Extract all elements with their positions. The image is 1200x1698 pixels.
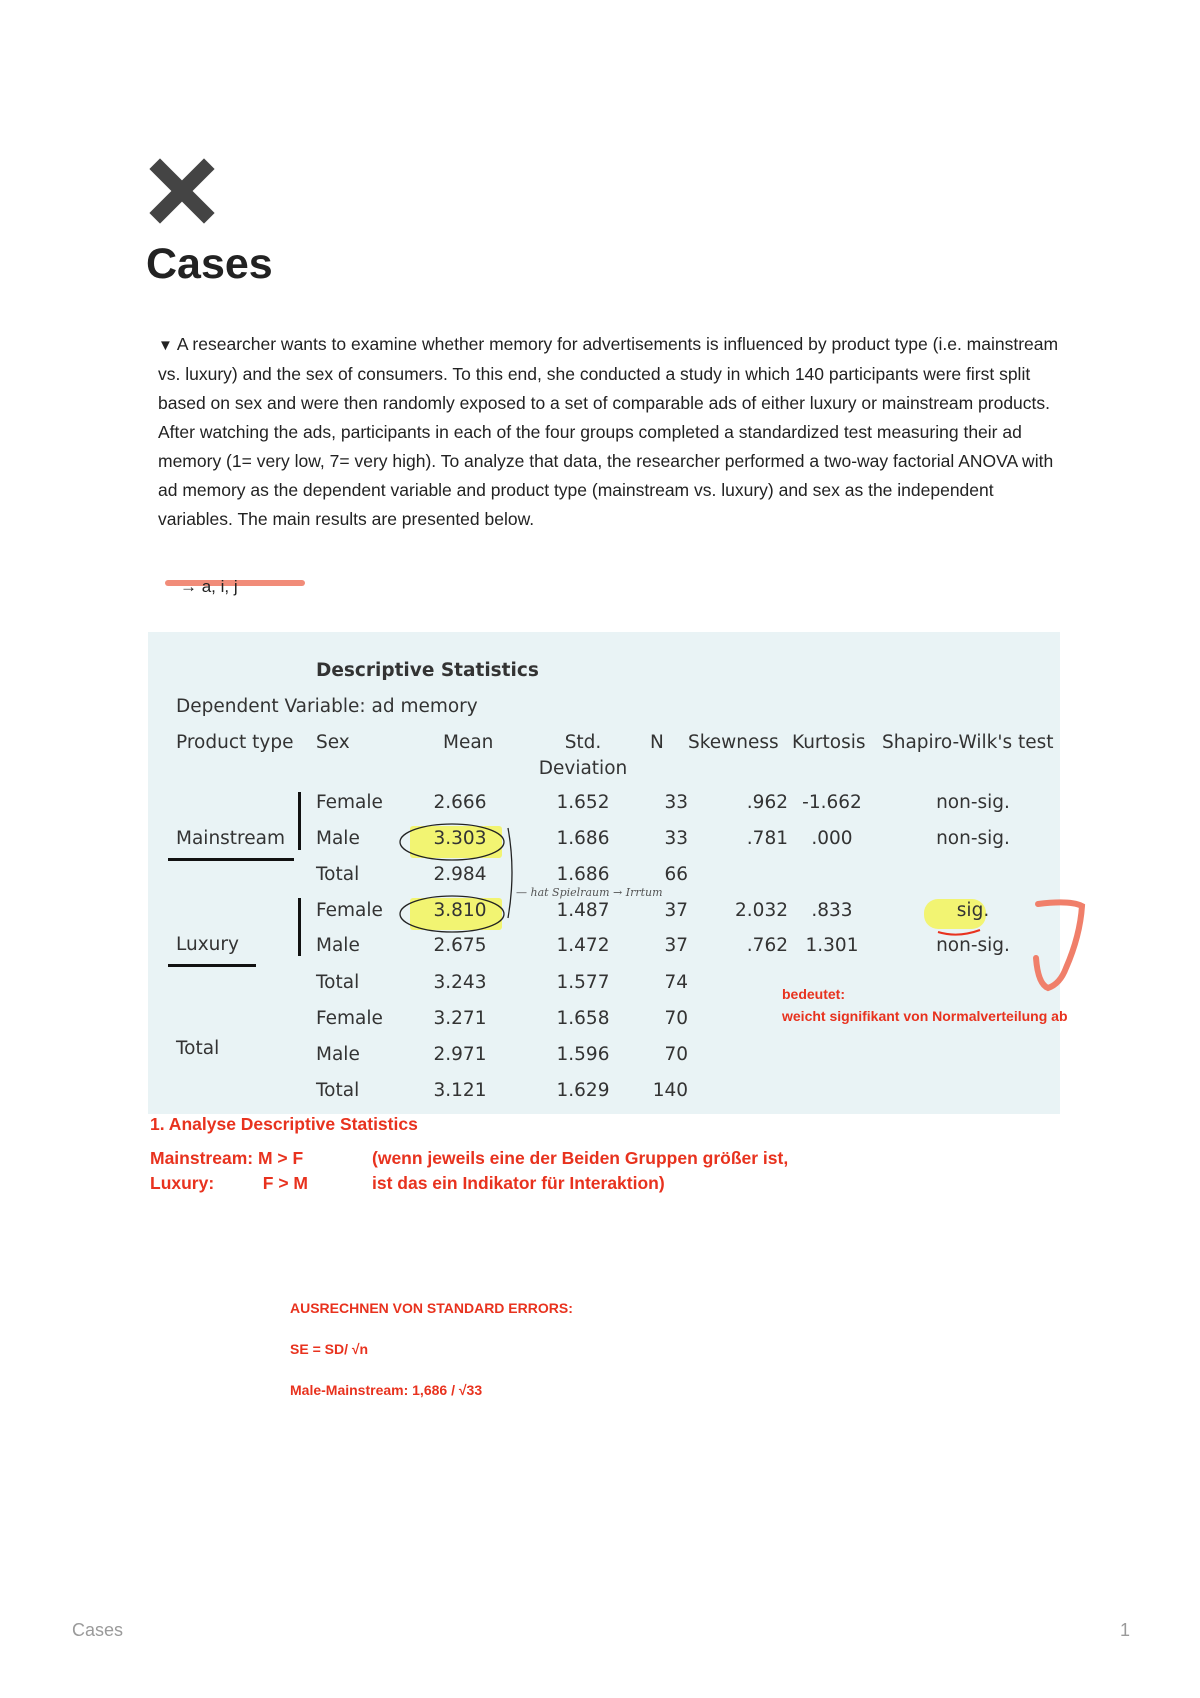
cell-sex: Female [316, 900, 383, 921]
header-mean: Mean [443, 732, 494, 753]
group-total: Total [176, 1038, 220, 1059]
cell-skewness: 2.032 [735, 900, 788, 921]
cell-sex: Female [316, 792, 383, 813]
cell-mean: 3.810 [433, 900, 487, 921]
page-title: Cases [146, 240, 273, 288]
luxury-line: Luxury: F > M [150, 1173, 309, 1193]
interaction-line2: ist das ein Indikator für Interaktion) [372, 1173, 665, 1193]
cell-mean: 2.971 [433, 1044, 487, 1065]
intro-paragraph: A researcher wants to examine whether memory for advertisements is influenced by product type (i.e. mainstream vs. luxury) and the sex of consumers. To this end, she conducted a study in which 140 participants were first split based on sex and were then randomly exposed to a set of comparable ads of either luxury or mainstream products. After watching the ads, participants in each of the four groups completed a standardized test measuring their ad memory (1= very low, 7= very high). To analyze that data, the researcher performed a two-way factorial ANOVA with ad memory as the dependent variable and product type (mainstream vs. luxury) and sex as the independent variables. The main results are presented below. [158, 334, 1059, 529]
cell-skewness: .962 [746, 792, 788, 813]
interaction-line1: (wenn jeweils eine der Beiden Gruppen größer ist, [372, 1148, 789, 1168]
cell-sex: Male [316, 828, 360, 849]
dependent-variable-label: Dependent Variable: ad memory [176, 696, 478, 717]
cell-n: 37 [664, 900, 688, 921]
se-example: Male-Mainstream: 1,686 / √33 [290, 1382, 483, 1398]
header-kurtosis: Kurtosis [792, 732, 866, 753]
cell-mean: 3.243 [433, 972, 487, 993]
intro-toggle-block[interactable] [158, 330, 1063, 534]
header-shapiro: Shapiro-Wilk's test [882, 732, 1054, 753]
cell-mean: 2.666 [433, 792, 487, 813]
footer-label: Cases [72, 1620, 124, 1640]
header-product-type: Product type [176, 732, 294, 753]
annotation-bedeutet: bedeutet: [782, 986, 845, 1002]
handwritten-note: — hat Spielraum → Irrtum [516, 886, 663, 899]
se-formula: SE = SD/ √n [290, 1341, 369, 1357]
cell-sd: 1.652 [556, 792, 610, 813]
toggle-triangle-icon[interactable]: ▼ [158, 337, 173, 354]
cell-kurtosis: .833 [811, 900, 853, 921]
page-number: 1 [1120, 1620, 1131, 1640]
cell-sd: 1.686 [556, 864, 610, 885]
cell-sd: 1.686 [556, 828, 610, 849]
se-title: AUSRECHNEN VON STANDARD ERRORS: [290, 1300, 573, 1316]
cell-sd: 1.596 [556, 1044, 610, 1065]
cell-n: 33 [664, 828, 688, 849]
cell-sex: Male [316, 1044, 360, 1065]
intro-sub-item: → a, i, j [180, 577, 238, 596]
cell-sex: Female [316, 1008, 383, 1029]
cell-n: 37 [664, 935, 688, 956]
annotation-bedeutet-text: weicht signifikant von Normalverteilung ab [782, 1008, 1068, 1024]
cell-sex: Total [316, 1080, 360, 1101]
header-skewness: Skewness [688, 732, 779, 753]
cell-n: 74 [664, 972, 688, 993]
cell-sd: 1.658 [556, 1008, 610, 1029]
cell-skewness: .762 [746, 935, 788, 956]
cell-sd: 1.629 [556, 1080, 610, 1101]
mainstream-line: Mainstream: M > F [150, 1148, 304, 1168]
cell-sd: 1.487 [556, 900, 610, 921]
cell-shapiro: non-sig. [936, 792, 1010, 813]
cell-mean: 2.675 [433, 935, 487, 956]
cell-n: 70 [664, 1008, 688, 1029]
handwritten-circles [148, 632, 1060, 1114]
table-title: Descriptive Statistics [316, 660, 539, 681]
cell-mean: 3.271 [433, 1008, 487, 1029]
cell-kurtosis: 1.301 [805, 935, 859, 956]
cell-n: 66 [664, 864, 688, 885]
cell-mean: 3.121 [433, 1080, 487, 1101]
cell-shapiro: sig. [956, 900, 990, 921]
cell-n: 140 [652, 1080, 688, 1101]
group-luxury: Luxury [176, 934, 239, 955]
cell-shapiro: non-sig. [936, 828, 1010, 849]
cell-shapiro: non-sig. [936, 935, 1010, 956]
cell-kurtosis: -1.662 [802, 792, 862, 813]
cell-n: 33 [664, 792, 688, 813]
descriptive-statistics-table [148, 632, 1060, 1114]
red-hook-scribble [1030, 896, 1090, 996]
header-std-line1: Std. [564, 732, 602, 753]
cell-sd: 1.577 [556, 972, 610, 993]
cell-mean: 3.303 [433, 828, 487, 849]
cell-sex: Male [316, 935, 360, 956]
analyse-title: 1. Analyse Descriptive Statistics [150, 1114, 418, 1134]
cell-n: 70 [664, 1044, 688, 1065]
cell-kurtosis: .000 [811, 828, 853, 849]
header-sex: Sex [316, 732, 350, 753]
cell-sex: Total [316, 972, 360, 993]
cell-skewness: .781 [746, 828, 788, 849]
group-mainstream: Mainstream [176, 828, 285, 849]
cell-sex: Total [316, 864, 360, 885]
header-std-line2: Deviation [538, 758, 628, 779]
cell-sd: 1.472 [556, 935, 610, 956]
header-n: N [650, 732, 664, 753]
cell-mean: 2.984 [433, 864, 487, 885]
close-x-icon [146, 155, 218, 227]
